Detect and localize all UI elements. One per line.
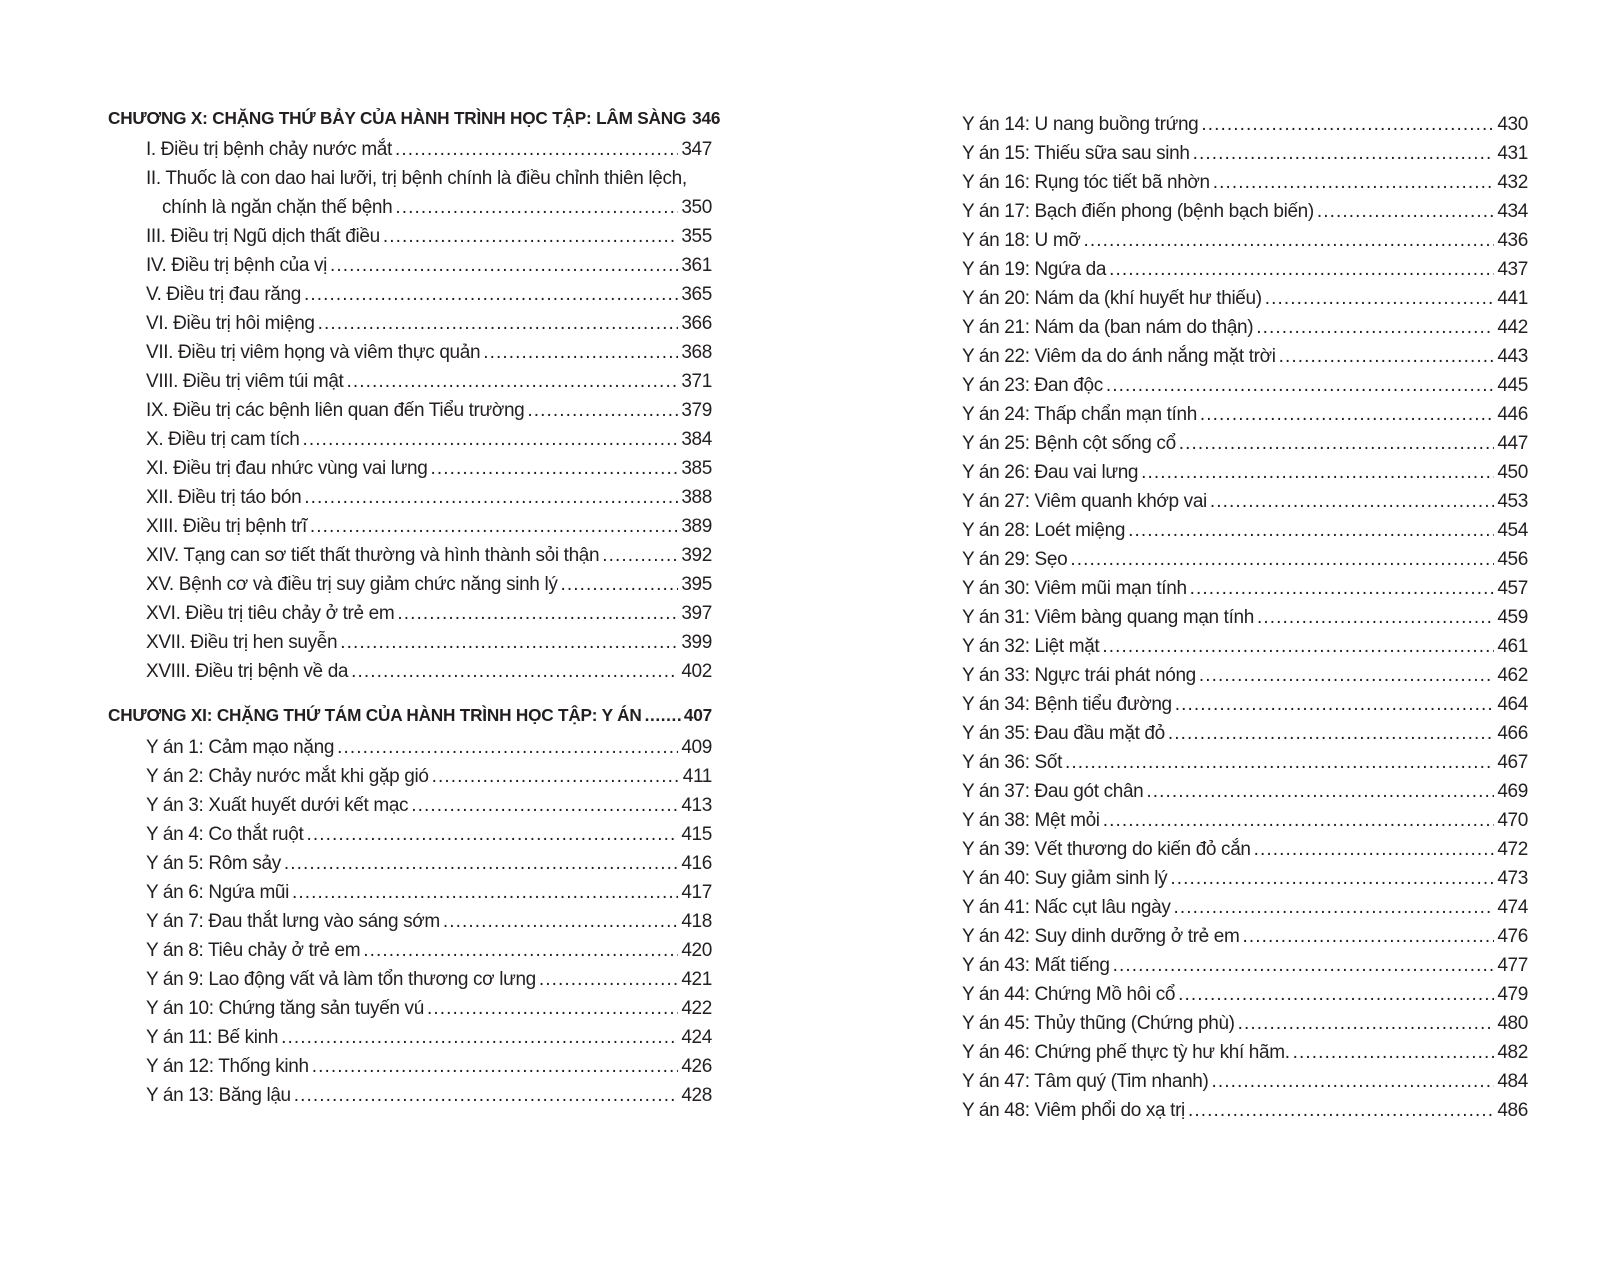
dot-leader [1199, 661, 1494, 691]
toc-entry [962, 1096, 1528, 1126]
dot-leader [1293, 1038, 1495, 1068]
toc-entry [146, 965, 712, 995]
page-number: 479 [1497, 984, 1528, 1005]
page-number: 441 [1497, 288, 1528, 309]
page-number: 436 [1497, 230, 1528, 251]
dot-leader [1213, 168, 1495, 198]
page-number: 422 [681, 998, 712, 1019]
entry-title: Y án 40: Suy giảm sinh lý [962, 868, 1168, 889]
dot-leader [281, 1023, 678, 1053]
toc-entry-continuation [162, 193, 712, 223]
page-number: 456 [1497, 549, 1528, 570]
dot-leader [1070, 545, 1494, 575]
entry-title: III. Điều trị Ngũ dịch thất điều [146, 226, 380, 247]
entry-title: XIII. Điều trị bệnh trĩ [146, 516, 307, 537]
page-number: 447 [1497, 433, 1528, 454]
entry-title: Y án 26: Đau vai lưng [962, 462, 1139, 483]
toc-entry [146, 849, 712, 879]
toc-entry [146, 454, 712, 484]
entry-title: Y án 44: Chứng Mồ hôi cổ [962, 984, 1176, 1005]
toc-entry [962, 864, 1528, 894]
page-number: 474 [1497, 897, 1528, 918]
entry-title: Y án 35: Đau đầu mặt đỏ [962, 723, 1165, 744]
page-number: 347 [681, 139, 712, 160]
toc-entry [962, 835, 1528, 865]
toc-entry [962, 226, 1528, 256]
toc-entry [146, 907, 712, 937]
toc-entry [962, 516, 1528, 546]
dot-leader [602, 541, 678, 571]
dot-leader [310, 512, 678, 542]
entry-title: II. Thuốc là con dao hai lưỡi, trị bệnh chính là điều chỉnh thiên lệch, [146, 168, 687, 189]
toc-entry [962, 980, 1528, 1010]
entry-title: Y án 27: Viêm quanh khớp vai [962, 491, 1207, 512]
entry-title: Y án 37: Đau gót chân [962, 781, 1144, 802]
page-number: 366 [681, 313, 712, 334]
page-number: 379 [681, 400, 712, 421]
dot-leader [1178, 980, 1494, 1010]
entry-title: V. Điều trị đau răng [146, 284, 301, 305]
dot-leader [645, 700, 681, 730]
page-number: 409 [681, 737, 712, 758]
page-number: 470 [1497, 810, 1528, 831]
page-number: 466 [1497, 723, 1528, 744]
entry-title: Y án 22: Viêm da do ánh nắng mặt trời [962, 346, 1276, 367]
entry-title: IX. Điều trị các bệnh liên quan đến Tiểu trường [146, 400, 525, 421]
dot-leader [1109, 255, 1494, 285]
dot-leader [1146, 777, 1494, 807]
entry-title: Y án 7: Đau thắt lưng vào sáng sớm [146, 911, 440, 932]
entry-title: Y án 18: U mỡ [962, 230, 1081, 251]
page-number: 355 [681, 226, 712, 247]
page-number: 346 [692, 108, 721, 128]
entry-title: Y án 20: Nám da (khí huyết hư thiếu) [962, 288, 1262, 309]
dot-leader [1257, 603, 1494, 633]
entry-title: Y án 21: Nám da (ban nám do thận) [962, 317, 1254, 338]
toc-entry [962, 429, 1528, 459]
entry-title: XIV. Tạng can sơ tiết thất thường và hình thành sỏi thận [146, 545, 600, 566]
page-number: 426 [681, 1056, 712, 1077]
toc-entry [146, 309, 712, 339]
entry-title: Y án 3: Xuất huyết dưới kết mạc [146, 795, 409, 816]
dot-leader [430, 454, 678, 484]
toc-entry [146, 1052, 712, 1082]
page-number: 434 [1497, 201, 1528, 222]
entry-title: Y án 32: Liệt mặt [962, 636, 1100, 657]
chapter-title: CHƯƠNG X: CHẶNG THỨ BẢY CỦA HÀNH TRÌNH HỌC TẬP: LÂM SÀNG [108, 108, 687, 128]
dot-leader [1179, 429, 1495, 459]
toc-entry [962, 313, 1528, 343]
page-number: 365 [681, 284, 712, 305]
toc-entry [962, 1009, 1528, 1039]
dot-leader [306, 820, 678, 850]
dot-leader [411, 791, 678, 821]
toc-entry [962, 197, 1528, 227]
dot-leader [1103, 806, 1495, 836]
toc-entry [962, 806, 1528, 836]
dot-leader [318, 309, 679, 339]
dot-leader [395, 135, 678, 165]
page-number: 350 [681, 197, 712, 218]
dot-leader [1193, 139, 1495, 169]
dot-leader [1211, 1067, 1494, 1097]
entry-title: Y án 42: Suy dinh dưỡng ở trẻ em [962, 926, 1240, 947]
toc-entry [962, 603, 1528, 633]
toc-entry [146, 628, 712, 658]
toc-entry [146, 762, 712, 792]
toc-entry [962, 574, 1528, 604]
dot-leader [340, 628, 678, 658]
dot-leader [1141, 458, 1494, 488]
entry-title: Y án 29: Sẹo [962, 549, 1068, 570]
entry-title: Y án 39: Vết thương do kiến đỏ cắn [962, 839, 1251, 860]
toc-entry [146, 820, 712, 850]
toc-entry [146, 512, 712, 542]
toc-entry [146, 396, 712, 426]
toc-entry [962, 284, 1528, 314]
toc-entry [962, 661, 1528, 691]
toc-entry [962, 342, 1528, 372]
page-number: 457 [1497, 578, 1528, 599]
page-number: 371 [681, 371, 712, 392]
page-number: 462 [1497, 665, 1528, 686]
entry-title: Y án 38: Mệt mỏi [962, 810, 1100, 831]
entry-title: X. Điều trị cam tích [146, 429, 300, 450]
entry-title: Y án 15: Thiếu sữa sau sinh [962, 143, 1190, 164]
toc-entry [962, 110, 1528, 140]
dot-leader [363, 936, 678, 966]
entry-title: Y án 1: Cảm mạo nặng [146, 737, 335, 758]
dot-leader [1201, 110, 1494, 140]
entry-title: Y án 31: Viêm bàng quang mạn tính [962, 607, 1254, 628]
page-number: 411 [682, 766, 712, 787]
dot-leader [1128, 516, 1494, 546]
page-number: 477 [1497, 955, 1528, 976]
toc-entry [962, 255, 1528, 285]
page-number: 461 [1497, 636, 1528, 657]
page-number: 437 [1497, 259, 1528, 280]
dot-leader [1065, 748, 1494, 778]
dot-leader [1083, 226, 1494, 256]
dot-leader [432, 762, 680, 792]
dot-leader [1279, 342, 1495, 372]
entry-title: Y án 47: Tâm quý (Tim nhanh) [962, 1071, 1209, 1092]
page-number: 392 [681, 545, 712, 566]
dot-leader [1265, 284, 1495, 314]
toc-entry [962, 632, 1528, 662]
dot-leader [1102, 632, 1494, 662]
entry-title: XVI. Điều trị tiêu chảy ở trẻ em [146, 603, 395, 624]
entry-title: Y án 12: Thống kinh [146, 1056, 309, 1077]
page-number: 420 [681, 940, 712, 961]
dot-leader [527, 396, 678, 426]
toc-entry [146, 251, 712, 281]
page-number: 399 [681, 632, 712, 653]
toc-entry [962, 893, 1528, 923]
page-number: 480 [1497, 1013, 1528, 1034]
entry-title: Y án 19: Ngứa da [962, 259, 1107, 280]
toc-entry [962, 951, 1528, 981]
dot-leader [427, 994, 678, 1024]
toc-entry [146, 1023, 712, 1053]
toc-entry [962, 487, 1528, 517]
entry-title: Y án 11: Bế kinh [146, 1027, 279, 1048]
page-number: 417 [681, 882, 712, 903]
dot-leader [304, 280, 678, 310]
chapter-heading [108, 103, 721, 133]
entry-title: Y án 34: Bệnh tiểu đường [962, 694, 1172, 715]
dot-leader [1254, 835, 1495, 865]
page-number: 431 [1497, 143, 1528, 164]
page-number: 459 [1497, 607, 1528, 628]
dot-leader [351, 657, 678, 687]
dot-leader [539, 965, 678, 995]
entry-title: Y án 17: Bạch điến phong (bệnh bạch biến) [962, 201, 1314, 222]
page-number: 368 [681, 342, 712, 363]
page-number: 416 [681, 853, 712, 874]
page-number: 432 [1497, 172, 1528, 193]
page-number: 421 [681, 969, 712, 990]
toc-entry [146, 367, 712, 397]
entry-title: XII. Điều trị táo bón [146, 487, 302, 508]
page-number: 473 [1497, 868, 1528, 889]
dot-leader [1317, 197, 1494, 227]
page-number: 415 [681, 824, 712, 845]
entry-title: Y án 45: Thủy thũng (Chứng phù) [962, 1013, 1235, 1034]
dot-leader [304, 483, 678, 513]
toc-entry [146, 1081, 712, 1111]
page-number: 389 [681, 516, 712, 537]
dot-leader [294, 1081, 679, 1111]
entry-title: Y án 6: Ngứa mũi [146, 882, 290, 903]
toc-entry [962, 545, 1528, 575]
chapter-title: CHƯƠNG XI: CHẶNG THỨ TÁM CỦA HÀNH TRÌNH HỌC TẬP: Y ÁN [108, 705, 642, 725]
entry-title: Y án 30: Viêm mũi mạn tính [962, 578, 1187, 599]
dot-leader [1175, 690, 1495, 720]
toc-entry [146, 541, 712, 571]
page-number: 384 [681, 429, 712, 450]
entry-title: Y án 23: Đan độc [962, 375, 1103, 396]
toc-entry [146, 791, 712, 821]
toc-entry [146, 657, 712, 687]
toc-entry [146, 425, 712, 455]
dot-leader [337, 733, 678, 763]
toc-entry [962, 371, 1528, 401]
dot-leader [397, 599, 678, 629]
dot-leader [1106, 371, 1494, 401]
page-number: 469 [1497, 781, 1528, 802]
dot-leader [312, 1052, 679, 1082]
page-number: 388 [681, 487, 712, 508]
dot-leader [443, 907, 678, 937]
dot-leader [1174, 893, 1495, 923]
entry-title: XV. Bệnh cơ và điều trị suy giảm chức năng sinh lý [146, 574, 558, 595]
chapter-heading [108, 700, 712, 730]
entry-title: XI. Điều trị đau nhức vùng vai lưng [146, 458, 428, 479]
page-number: 484 [1497, 1071, 1528, 1092]
toc-entry [962, 1067, 1528, 1097]
entry-title: Y án 16: Rụng tóc tiết bã nhờn [962, 172, 1210, 193]
toc-entry [146, 936, 712, 966]
dot-leader [483, 338, 678, 368]
page-number: 361 [681, 255, 712, 276]
toc-entry [146, 280, 712, 310]
page-number: 486 [1497, 1100, 1528, 1121]
toc-entry [962, 777, 1528, 807]
toc-entry [146, 878, 712, 908]
entry-title: Y án 13: Băng lậu [146, 1085, 291, 1106]
toc-entry [146, 222, 712, 252]
page-number: 464 [1497, 694, 1528, 715]
page-number: 395 [681, 574, 712, 595]
entry-title: Y án 9: Lao động vất vả làm tổn thương cơ lưng [146, 969, 536, 990]
page-number: 482 [1497, 1042, 1528, 1063]
toc-entry [146, 994, 712, 1024]
entry-title: Y án 2: Chảy nước mắt khi gặp gió [146, 766, 429, 787]
toc-entry [962, 719, 1528, 749]
dot-leader [1242, 922, 1494, 952]
toc-entry [962, 139, 1528, 169]
page-number: 467 [1497, 752, 1528, 773]
dot-leader [1113, 951, 1495, 981]
toc-entry [146, 338, 712, 368]
entry-title: Y án 8: Tiêu chảy ở trẻ em [146, 940, 361, 961]
entry-title: Y án 33: Ngực trái phát nóng [962, 665, 1196, 686]
entry-title: chính là ngăn chặn thế bệnh [162, 197, 393, 218]
page-number: 407 [683, 705, 712, 725]
page-number: 430 [1497, 114, 1528, 135]
page-number: 428 [681, 1085, 712, 1106]
dot-leader [292, 878, 678, 908]
page-number: 476 [1497, 926, 1528, 947]
page-number: 443 [1497, 346, 1528, 367]
toc-entry [962, 168, 1528, 198]
entry-title: I. Điều trị bệnh chảy nước mắt [146, 139, 392, 160]
entry-title: Y án 24: Thấp chẩn mạn tính [962, 404, 1197, 425]
dot-leader [347, 367, 679, 397]
page-number: 418 [681, 911, 712, 932]
dot-leader [1238, 1009, 1495, 1039]
entry-title: XVII. Điều trị hen suyễn [146, 632, 338, 653]
entry-title: VII. Điều trị viêm họng và viêm thực quản [146, 342, 481, 363]
toc-entry [146, 164, 712, 194]
entry-title: Y án 28: Loét miệng [962, 520, 1126, 541]
entry-title: Y án 14: U nang buồng trứng [962, 114, 1199, 135]
entry-title: VIII. Điều trị viêm túi mật [146, 371, 344, 392]
page-number: 472 [1497, 839, 1528, 860]
page-number: 385 [681, 458, 712, 479]
page-number: 402 [681, 661, 712, 682]
dot-leader [1188, 1096, 1494, 1126]
dot-leader [560, 570, 678, 600]
page-number: 413 [681, 795, 712, 816]
entry-title: Y án 4: Co thắt ruột [146, 824, 304, 845]
dot-leader [1256, 313, 1494, 343]
page-number: 446 [1497, 404, 1528, 425]
entry-title: Y án 46: Chứng phế thực tỳ hư khí hãm. [962, 1042, 1290, 1063]
toc-entry [146, 483, 712, 513]
entry-title: IV. Điều trị bệnh của vị [146, 255, 328, 276]
dot-leader [303, 425, 679, 455]
page-number: 397 [681, 603, 712, 624]
dot-leader [1200, 400, 1494, 430]
toc-entry [146, 135, 712, 165]
entry-title: VI. Điều trị hôi miệng [146, 313, 315, 334]
dot-leader [1168, 719, 1494, 749]
toc-entry [962, 458, 1528, 488]
toc-entry [146, 733, 712, 763]
dot-leader [1170, 864, 1494, 894]
entry-title: Y án 36: Sốt [962, 752, 1063, 773]
page-number: 445 [1497, 375, 1528, 396]
entry-title: Y án 5: Rôm sảy [146, 853, 281, 874]
toc-entry [962, 748, 1528, 778]
toc-entry [146, 570, 712, 600]
dot-leader [1210, 487, 1494, 517]
entry-title: Y án 10: Chứng tăng sản tuyến vú [146, 998, 424, 1019]
entry-title: Y án 25: Bệnh cột sống cổ [962, 433, 1176, 454]
dot-leader [330, 251, 678, 281]
page-number: 424 [681, 1027, 712, 1048]
toc-entry [962, 1038, 1528, 1068]
page-number: 453 [1497, 491, 1528, 512]
page-number: 450 [1497, 462, 1528, 483]
dot-leader [383, 222, 679, 252]
toc-entry [962, 922, 1528, 952]
toc-entry [962, 400, 1528, 430]
dot-leader [1190, 574, 1495, 604]
dot-leader [284, 849, 678, 879]
entry-title: Y án 48: Viêm phổi do xạ trị [962, 1100, 1185, 1121]
entry-title: Y án 43: Mất tiếng [962, 955, 1110, 976]
toc-entry [146, 599, 712, 629]
dot-leader [395, 193, 678, 223]
entry-title: Y án 41: Nấc cụt lâu ngày [962, 897, 1171, 918]
toc-entry [962, 690, 1528, 720]
page-number: 454 [1497, 520, 1528, 541]
entry-title: XVIII. Điều trị bệnh về da [146, 661, 349, 682]
page-number: 442 [1497, 317, 1528, 338]
